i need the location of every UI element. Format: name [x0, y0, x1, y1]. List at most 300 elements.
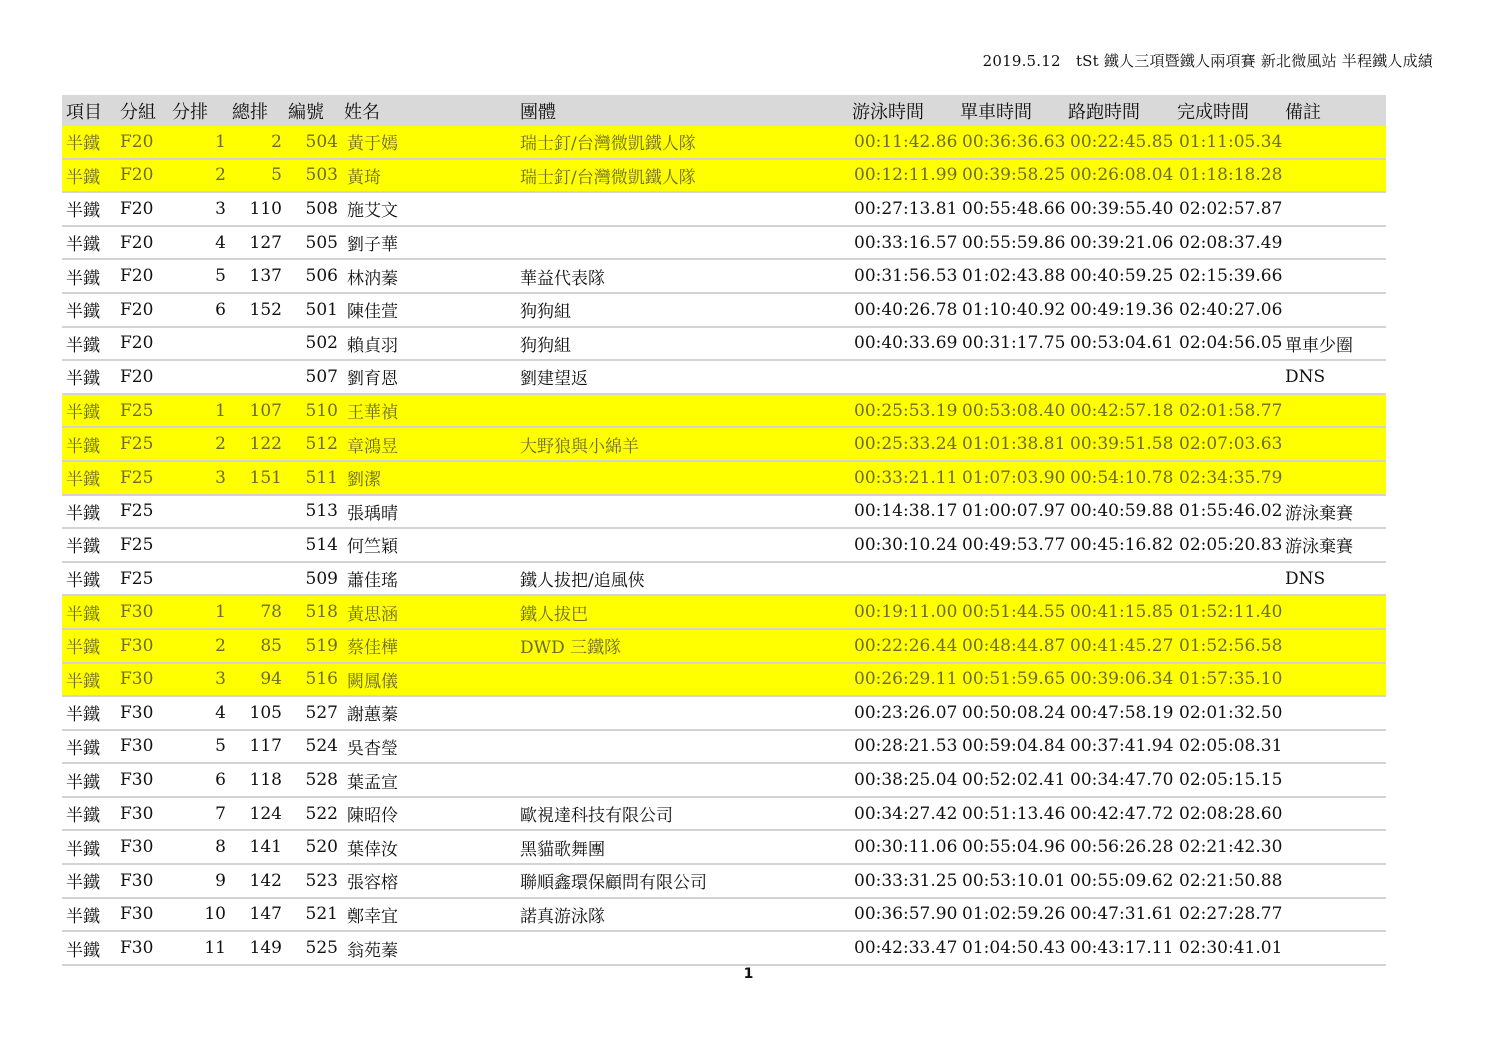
cell-run-time: 00:41:45.27 [1070, 635, 1174, 656]
cell-bike-time: 00:48:44.87 [962, 635, 1066, 656]
table-row [62, 293, 1386, 327]
cell-name: 吳杳瑩 [347, 738, 398, 759]
cell-swim-time: 00:36:57.90 [854, 904, 958, 925]
cell-div-rank [172, 495, 232, 529]
cell-event: 半鐵 [66, 503, 100, 524]
cell-note [1285, 663, 1386, 697]
cell-swim-time: 00:12:11.99 [854, 165, 958, 186]
cell-finish-time [1177, 360, 1285, 394]
cell-bike-time: 01:02:43.88 [962, 266, 1066, 287]
results-body [62, 126, 1386, 965]
cell-name: 陳昭伶 [347, 806, 398, 827]
table-row [62, 931, 1386, 965]
cell-run-time: 00:41:15.85 [1070, 602, 1174, 623]
cell-swim-time: 00:33:31.25 [854, 870, 958, 891]
cell-swim-time [852, 360, 960, 394]
cell-overall-rank: 107 [249, 400, 282, 421]
cell-bib: 525 [305, 938, 338, 959]
cell-note [1285, 864, 1386, 898]
cell-overall-rank: 141 [249, 837, 282, 858]
cell-finish-time [1177, 562, 1285, 596]
cell-event: 半鐵 [66, 470, 100, 491]
cell-name: 黃琦 [347, 167, 381, 188]
cell-div-rank: 3 [215, 669, 226, 690]
cell-finish-time: 02:05:20.83 [1179, 534, 1283, 555]
cell-name: 章鴻昱 [347, 436, 398, 457]
cell-bike-time: 00:50:08.24 [962, 702, 1066, 723]
cell-bike-time: 00:51:13.46 [962, 803, 1066, 824]
cell-overall-rank: 152 [249, 299, 282, 320]
cell-run-time: 00:53:04.61 [1070, 333, 1174, 354]
cell-bib: 503 [305, 165, 338, 186]
cell-run-time: 00:43:17.11 [1070, 938, 1174, 959]
cell-event: 半鐵 [66, 436, 100, 457]
cell-team [520, 730, 852, 764]
cell-swim-time: 00:42:33.47 [854, 938, 958, 959]
cell-finish-time: 01:52:56.58 [1179, 635, 1283, 656]
cell-team: 狗狗組 [520, 302, 571, 323]
cell-team: 歐視達科技有限公司 [520, 806, 673, 827]
cell-overall-rank: 110 [249, 198, 282, 219]
cell-event: 半鐵 [66, 873, 100, 894]
cell-division: F25 [120, 434, 154, 455]
cell-bib: 504 [305, 131, 338, 152]
cell-finish-time: 02:27:28.77 [1179, 904, 1283, 925]
cell-team [520, 461, 852, 495]
cell-name: 張容榕 [347, 873, 398, 894]
header-row [62, 95, 1386, 126]
cell-div-rank: 5 [215, 266, 226, 287]
cell-event: 半鐵 [66, 167, 100, 188]
cell-division: F30 [120, 770, 154, 791]
cell-bike-time [960, 562, 1068, 596]
cell-overall-rank: 142 [249, 870, 282, 891]
cell-division: F20 [120, 366, 154, 387]
cell-bike-time: 00:36:36.63 [962, 131, 1066, 152]
cell-team: 諾真游泳隊 [520, 906, 605, 927]
table-row [62, 126, 1386, 159]
cell-team: 鐵人拔巴 [520, 604, 588, 625]
cell-bike-time: 01:02:59.26 [962, 904, 1066, 925]
cell-bike-time: 00:55:04.96 [962, 837, 1066, 858]
cell-bike-time: 00:39:58.25 [962, 165, 1066, 186]
cell-finish-time: 02:07:03.63 [1179, 434, 1283, 455]
cell-bib: 528 [305, 770, 338, 791]
cell-div-rank: 2 [215, 635, 226, 656]
table-row [62, 595, 1386, 629]
cell-note: DNS [1285, 366, 1326, 387]
cell-division: F30 [120, 736, 154, 757]
cell-overall-rank: 105 [249, 702, 282, 723]
cell-note [1285, 259, 1386, 293]
table-row [62, 730, 1386, 764]
cell-name: 鄭幸宜 [347, 906, 398, 927]
cell-event: 半鐵 [66, 705, 100, 726]
cell-note: DNS [1285, 568, 1326, 589]
cell-name: 蕭佳瑤 [347, 571, 398, 592]
cell-overall-rank [232, 360, 288, 394]
cell-finish-time: 02:02:57.87 [1179, 198, 1283, 219]
cell-event: 半鐵 [66, 671, 100, 692]
cell-bike-time: 00:59:04.84 [962, 736, 1066, 757]
col-header-name: 姓名 [344, 101, 380, 123]
cell-finish-time: 02:21:50.88 [1179, 870, 1283, 891]
cell-event: 半鐵 [66, 302, 100, 323]
cell-run-time: 00:39:51.58 [1070, 434, 1174, 455]
table-row [62, 629, 1386, 663]
cell-team [520, 931, 852, 965]
cell-event: 半鐵 [66, 134, 100, 155]
cell-swim-time: 00:14:38.17 [854, 501, 958, 522]
cell-run-time: 00:39:06.34 [1070, 669, 1174, 690]
cell-run-time: 00:40:59.88 [1070, 501, 1174, 522]
cell-div-rank: 9 [215, 870, 226, 891]
cell-run-time: 00:47:58.19 [1070, 702, 1174, 723]
table-row [62, 562, 1386, 596]
col-header-note: 備註 [1285, 101, 1321, 123]
cell-overall-rank [232, 327, 288, 361]
cell-overall-rank: 151 [249, 467, 282, 488]
cell-event: 半鐵 [66, 235, 100, 256]
cell-swim-time: 00:33:21.11 [854, 467, 958, 488]
table-row [62, 394, 1386, 428]
cell-div-rank [172, 562, 232, 596]
cell-event: 半鐵 [66, 806, 100, 827]
cell-note: 游泳棄賽 [1285, 503, 1353, 524]
cell-bike-time: 00:49:53.77 [962, 534, 1066, 555]
cell-division: F30 [120, 803, 154, 824]
cell-division: F25 [120, 400, 154, 421]
cell-overall-rank [232, 528, 288, 562]
cell-run-time [1068, 360, 1177, 394]
cell-div-rank: 4 [215, 232, 226, 253]
cell-division: F25 [120, 467, 154, 488]
cell-run-time: 00:39:55.40 [1070, 198, 1174, 219]
cell-event: 半鐵 [66, 940, 100, 961]
cell-bib: 507 [305, 366, 338, 387]
table-row [62, 864, 1386, 898]
cell-division: F20 [120, 165, 154, 186]
cell-note [1285, 192, 1386, 226]
cell-overall-rank: 118 [249, 770, 282, 791]
cell-bib: 516 [305, 669, 338, 690]
cell-run-time: 00:49:19.36 [1070, 299, 1174, 320]
cell-division: F25 [120, 534, 154, 555]
cell-division: F20 [120, 131, 154, 152]
cell-bike-time: 01:10:40.92 [962, 299, 1066, 320]
cell-bib: 508 [305, 198, 338, 219]
cell-finish-time: 02:04:56.05 [1179, 333, 1283, 354]
cell-note [1285, 226, 1386, 260]
col-header-team: 團體 [520, 101, 556, 123]
cell-bib: 514 [305, 534, 338, 555]
cell-finish-time: 02:01:58.77 [1179, 400, 1283, 421]
cell-overall-rank: 5 [271, 165, 282, 186]
cell-note [1285, 931, 1386, 965]
cell-division: F20 [120, 198, 154, 219]
cell-swim-time: 00:25:53.19 [854, 400, 958, 421]
cell-bib: 518 [305, 602, 338, 623]
cell-finish-time: 02:40:27.06 [1179, 299, 1283, 320]
cell-name: 何竺穎 [347, 537, 398, 558]
table-row [62, 495, 1386, 529]
cell-overall-rank: 78 [260, 602, 282, 623]
cell-overall-rank [232, 495, 288, 529]
cell-note [1285, 461, 1386, 495]
cell-team: 大野狼與小綿羊 [520, 436, 639, 457]
cell-bib: 521 [305, 904, 338, 925]
cell-bib: 512 [305, 434, 338, 455]
cell-div-rank: 6 [215, 770, 226, 791]
cell-team [520, 495, 852, 529]
cell-note [1285, 394, 1386, 428]
cell-finish-time: 02:21:42.30 [1179, 837, 1283, 858]
cell-division: F20 [120, 232, 154, 253]
cell-bike-time: 00:55:59.86 [962, 232, 1066, 253]
cell-note [1285, 797, 1386, 831]
document-title: 2019.5.12 tSt 鐵人三項暨鐵人兩項賽 新北微風站 半程鐵人成績 [982, 52, 1433, 70]
cell-bike-time: 00:53:08.40 [962, 400, 1066, 421]
cell-bib: 502 [305, 333, 338, 354]
cell-event: 半鐵 [66, 738, 100, 759]
cell-division: F25 [120, 568, 154, 589]
cell-div-rank: 4 [215, 702, 226, 723]
table-row [62, 427, 1386, 461]
cell-team [520, 663, 852, 697]
cell-bib: 523 [305, 870, 338, 891]
cell-bib: 527 [305, 702, 338, 723]
cell-division: F20 [120, 266, 154, 287]
cell-run-time: 00:42:57.18 [1070, 400, 1174, 421]
cell-bib: 510 [305, 400, 338, 421]
cell-overall-rank: 149 [249, 938, 282, 959]
results-table [62, 95, 1386, 966]
cell-div-rank: 3 [215, 198, 226, 219]
col-header-bib: 編號 [288, 101, 324, 123]
table-row [62, 663, 1386, 697]
page-number: 1 [743, 966, 754, 982]
cell-bib: 520 [305, 837, 338, 858]
cell-bike-time: 00:53:10.01 [962, 870, 1066, 891]
cell-finish-time: 01:11:05.34 [1179, 131, 1283, 152]
table-row [62, 898, 1386, 932]
cell-run-time: 00:45:16.82 [1070, 534, 1174, 555]
cell-div-rank: 10 [204, 904, 226, 925]
cell-name: 黃于嫣 [347, 134, 398, 155]
cell-name: 闕鳳儀 [347, 671, 398, 692]
cell-swim-time: 00:30:11.06 [854, 837, 958, 858]
cell-division: F30 [120, 938, 154, 959]
cell-swim-time: 00:22:26.44 [854, 635, 958, 656]
cell-division: F20 [120, 299, 154, 320]
cell-bike-time: 00:31:17.75 [962, 333, 1066, 354]
cell-division: F30 [120, 635, 154, 656]
cell-event: 半鐵 [66, 268, 100, 289]
cell-team [520, 696, 852, 730]
cell-overall-rank: 147 [249, 904, 282, 925]
cell-name: 葉倖汝 [347, 839, 398, 860]
cell-finish-time: 02:01:32.50 [1179, 702, 1283, 723]
cell-event: 半鐵 [66, 772, 100, 793]
col-header-run: 路跑時間 [1068, 101, 1140, 123]
cell-div-rank: 1 [215, 131, 226, 152]
cell-swim-time: 00:25:33.24 [854, 434, 958, 455]
cell-bib: 505 [305, 232, 338, 253]
cell-div-rank: 7 [215, 803, 226, 824]
cell-overall-rank: 122 [249, 434, 282, 455]
cell-bib: 519 [305, 635, 338, 656]
table-row [62, 830, 1386, 864]
cell-name: 王華禎 [347, 403, 398, 424]
table-row [62, 226, 1386, 260]
cell-team: 狗狗組 [520, 335, 571, 356]
cell-name: 陳佳萱 [347, 302, 398, 323]
cell-bib: 506 [305, 266, 338, 287]
cell-note [1285, 427, 1386, 461]
cell-finish-time: 01:52:11.40 [1179, 602, 1283, 623]
cell-event: 半鐵 [66, 403, 100, 424]
cell-team [520, 394, 852, 428]
cell-swim-time: 00:27:13.81 [854, 198, 958, 219]
cell-finish-time: 02:08:28.60 [1179, 803, 1283, 824]
cell-event: 半鐵 [66, 369, 100, 390]
cell-finish-time: 02:30:41.01 [1179, 938, 1283, 959]
cell-event: 半鐵 [66, 604, 100, 625]
col-header-bike: 單車時間 [960, 101, 1032, 123]
cell-overall-rank: 94 [260, 669, 282, 690]
cell-note [1285, 293, 1386, 327]
cell-note: 游泳棄賽 [1285, 537, 1353, 558]
cell-overall-rank: 127 [249, 232, 282, 253]
cell-run-time: 00:22:45.85 [1070, 131, 1174, 152]
cell-finish-time: 01:18:18.28 [1179, 165, 1283, 186]
cell-swim-time: 00:34:27.42 [854, 803, 958, 824]
col-header-overall-rank: 總排 [232, 101, 268, 123]
table-row [62, 360, 1386, 394]
cell-team: 黑貓歌舞團 [520, 839, 605, 860]
cell-bib: 524 [305, 736, 338, 757]
cell-note [1285, 159, 1386, 193]
cell-bike-time: 01:07:03.90 [962, 467, 1066, 488]
cell-run-time: 00:34:47.70 [1070, 770, 1174, 791]
table-row [62, 528, 1386, 562]
cell-bib: 522 [305, 803, 338, 824]
cell-run-time: 00:26:08.04 [1070, 165, 1174, 186]
cell-event: 半鐵 [66, 201, 100, 222]
cell-finish-time: 02:05:08.31 [1179, 736, 1283, 757]
cell-team [520, 226, 852, 260]
cell-note [1285, 730, 1386, 764]
cell-division: F30 [120, 669, 154, 690]
col-header-div-rank: 分排 [172, 101, 208, 123]
cell-name: 劉育恩 [347, 369, 398, 390]
cell-finish-time: 02:15:39.66 [1179, 266, 1283, 287]
cell-note: 單車少圈 [1285, 335, 1353, 356]
table-row [62, 696, 1386, 730]
cell-div-rank: 11 [204, 938, 226, 959]
cell-division: F30 [120, 702, 154, 723]
cell-note [1285, 696, 1386, 730]
cell-overall-rank: 2 [271, 131, 282, 152]
cell-division: F20 [120, 333, 154, 354]
col-header-division: 分組 [120, 101, 156, 123]
cell-bike-time: 00:51:59.65 [962, 669, 1066, 690]
col-header-finish: 完成時間 [1177, 101, 1249, 123]
cell-swim-time: 00:40:33.69 [854, 333, 958, 354]
cell-run-time: 00:42:47.72 [1070, 803, 1174, 824]
cell-name: 賴貞羽 [347, 335, 398, 356]
cell-division: F30 [120, 870, 154, 891]
cell-bib: 511 [305, 467, 338, 488]
cell-division: F30 [120, 837, 154, 858]
cell-swim-time: 00:30:10.24 [854, 534, 958, 555]
cell-div-rank [172, 528, 232, 562]
cell-swim-time: 00:40:26.78 [854, 299, 958, 320]
cell-bike-time: 01:01:38.81 [962, 434, 1066, 455]
cell-run-time: 00:56:26.28 [1070, 837, 1174, 858]
cell-event: 半鐵 [66, 906, 100, 927]
cell-event: 半鐵 [66, 638, 100, 659]
cell-name: 翁苑蓁 [347, 940, 398, 961]
cell-note [1285, 126, 1386, 159]
cell-div-rank: 3 [215, 467, 226, 488]
cell-team: 瑞士釘/台灣微凱鐵人隊 [520, 167, 696, 188]
cell-swim-time: 00:26:29.11 [854, 669, 958, 690]
cell-note [1285, 629, 1386, 663]
cell-bike-time: 01:04:50.43 [962, 938, 1066, 959]
cell-div-rank: 2 [215, 165, 226, 186]
cell-bib: 501 [305, 299, 338, 320]
cell-run-time: 00:55:09.62 [1070, 870, 1174, 891]
cell-overall-rank: 137 [249, 266, 282, 287]
cell-div-rank: 1 [215, 602, 226, 623]
cell-run-time: 00:47:31.61 [1070, 904, 1174, 925]
cell-team: 劉建望返 [520, 369, 588, 390]
cell-div-rank: 8 [215, 837, 226, 858]
cell-name: 林汭蓁 [347, 268, 398, 289]
col-header-swim: 游泳時間 [852, 101, 924, 123]
cell-bike-time: 00:51:44.55 [962, 602, 1066, 623]
cell-team [520, 192, 852, 226]
cell-swim-time: 00:23:26.07 [854, 702, 958, 723]
cell-overall-rank: 124 [249, 803, 282, 824]
cell-team: 華益代表隊 [520, 268, 605, 289]
cell-event: 半鐵 [66, 571, 100, 592]
cell-swim-time [852, 562, 960, 596]
table-row [62, 461, 1386, 495]
cell-bib: 513 [305, 501, 338, 522]
cell-note [1285, 830, 1386, 864]
cell-swim-time: 00:33:16.57 [854, 232, 958, 253]
cell-division: F30 [120, 602, 154, 623]
cell-note [1285, 763, 1386, 797]
cell-div-rank [172, 360, 232, 394]
cell-team: 瑞士釘/台灣微凱鐵人隊 [520, 134, 696, 155]
cell-name: 黃思涵 [347, 604, 398, 625]
cell-bike-time: 00:55:48.66 [962, 198, 1066, 219]
cell-run-time: 00:39:21.06 [1070, 232, 1174, 253]
cell-bike-time: 01:00:07.97 [962, 501, 1066, 522]
cell-div-rank: 6 [215, 299, 226, 320]
cell-name: 張瑀晴 [347, 503, 398, 524]
cell-event: 半鐵 [66, 537, 100, 558]
cell-swim-time: 00:38:25.04 [854, 770, 958, 791]
cell-note [1285, 898, 1386, 932]
table-row [62, 797, 1386, 831]
cell-bib: 509 [305, 568, 338, 589]
cell-div-rank: 2 [215, 434, 226, 455]
cell-div-rank: 5 [215, 736, 226, 757]
